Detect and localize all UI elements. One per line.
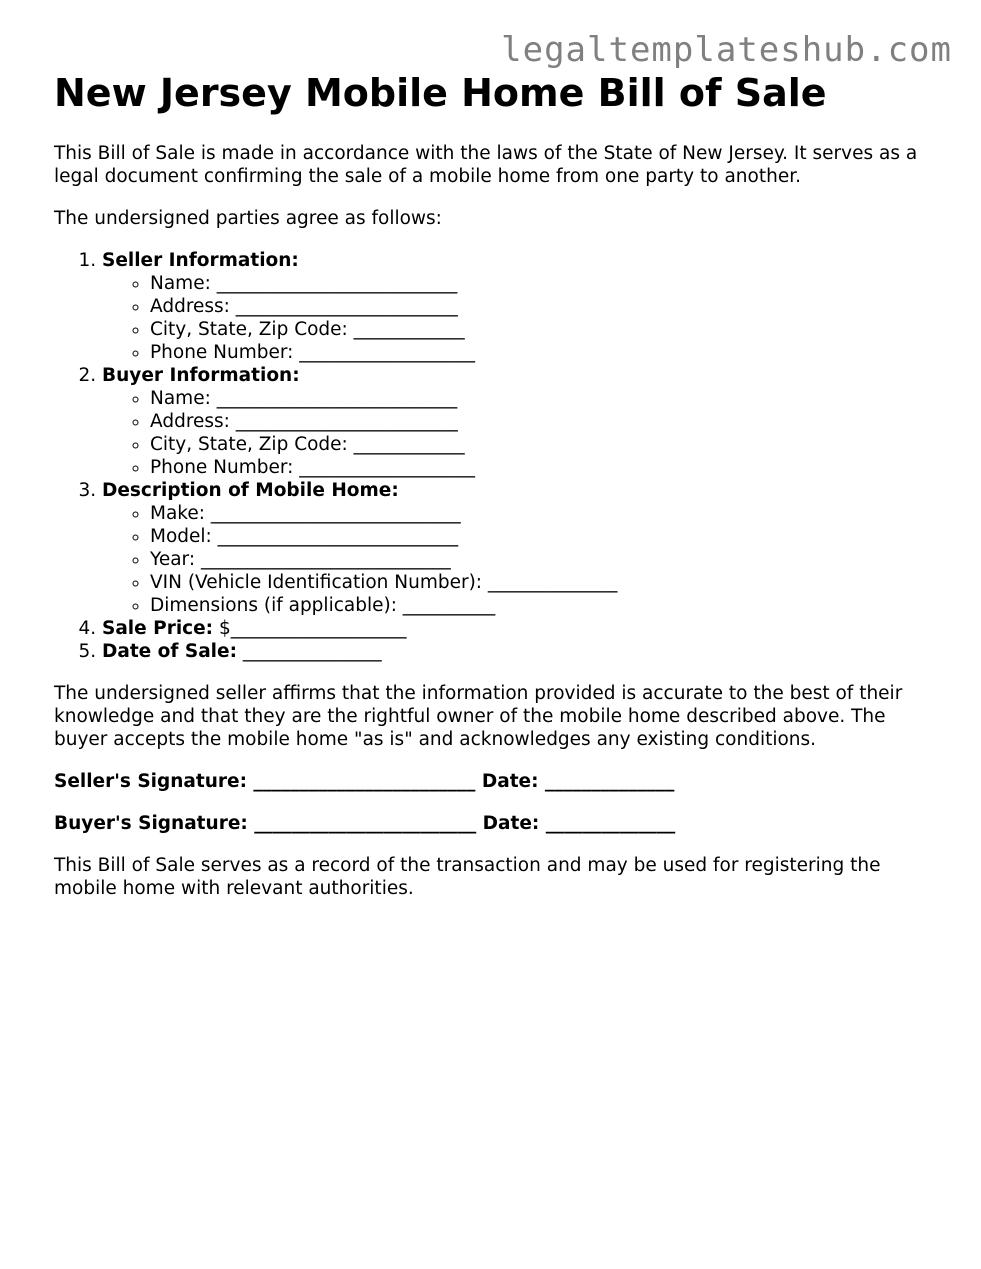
buyer-phone-field: ◦ Phone Number: ___________________ [150,456,934,479]
watermark: legaltemplateshub.com [501,30,952,70]
sections-list [54,249,934,663]
buyer-signature-text: Buyer's Signature: ________________________ Date: ______________ [54,813,676,834]
document-body [54,142,934,919]
date-of-sale-item [102,640,934,663]
model-field: ◦ Model: __________________________ [150,525,934,548]
seller-address-field: ◦ Address: ________________________ [150,295,934,318]
date-of-sale-blank: _______________ [236,641,382,662]
description-fields [102,502,934,617]
make-field: ◦ Make: ___________________________ [150,502,934,525]
date-of-sale-label: Date of Sale: [102,641,237,662]
dimensions-field: ◦ Dimensions (if applicable): __________ [150,594,934,617]
seller-fields [102,272,934,364]
seller-phone-field: ◦ Phone Number: ___________________ [150,341,934,364]
buyer-section [102,364,934,479]
buyer-heading: Buyer Information: [102,365,300,386]
buyer-name-field: ◦ Name: __________________________ [150,387,934,410]
seller-section [102,249,934,364]
sale-price-item [102,617,934,640]
description-section [102,479,934,617]
description-heading: Description of Mobile Home: [102,480,399,501]
seller-signature-line [54,770,934,793]
seller-signature-text: Seller's Signature: ________________________ Date: ______________ [54,771,675,792]
year-field: ◦ Year: ___________________________ [150,548,934,571]
intro-paragraph: This Bill of Sale is made in accordance with the laws of the State of New Jersey. It serves as a legal document confirming the sale of a mobile home from one party to another. [54,143,918,187]
buyer-fields [102,387,934,479]
affirmation-paragraph: The undersigned seller affirms that the information provided is accurate to the best of their knowledge and that they are the rightful owner of the mobile home described above. The buyer accepts the mobile home "as is" and acknowledges any existing conditions. [54,683,903,750]
agreement-statement: The undersigned parties agree as follows: [54,208,442,229]
buyer-address-field: ◦ Address: ________________________ [150,410,934,433]
document-title: New Jersey Mobile Home Bill of Sale [54,71,827,115]
sale-price-blank: $___________________ [213,618,407,639]
seller-city-field: ◦ City, State, Zip Code: ____________ [150,318,934,341]
sale-price-label: Sale Price: [102,618,214,639]
closing-paragraph: This Bill of Sale serves as a record of the transaction and may be used for registering the mobile home with relevant authorities. [54,855,881,899]
buyer-city-field: ◦ City, State, Zip Code: ____________ [150,433,934,456]
seller-heading: Seller Information: [102,250,299,271]
seller-name-field: ◦ Name: __________________________ [150,272,934,295]
buyer-signature-line [54,812,934,835]
vin-field: ◦ VIN (Vehicle Identification Number): ______________ [150,571,934,594]
